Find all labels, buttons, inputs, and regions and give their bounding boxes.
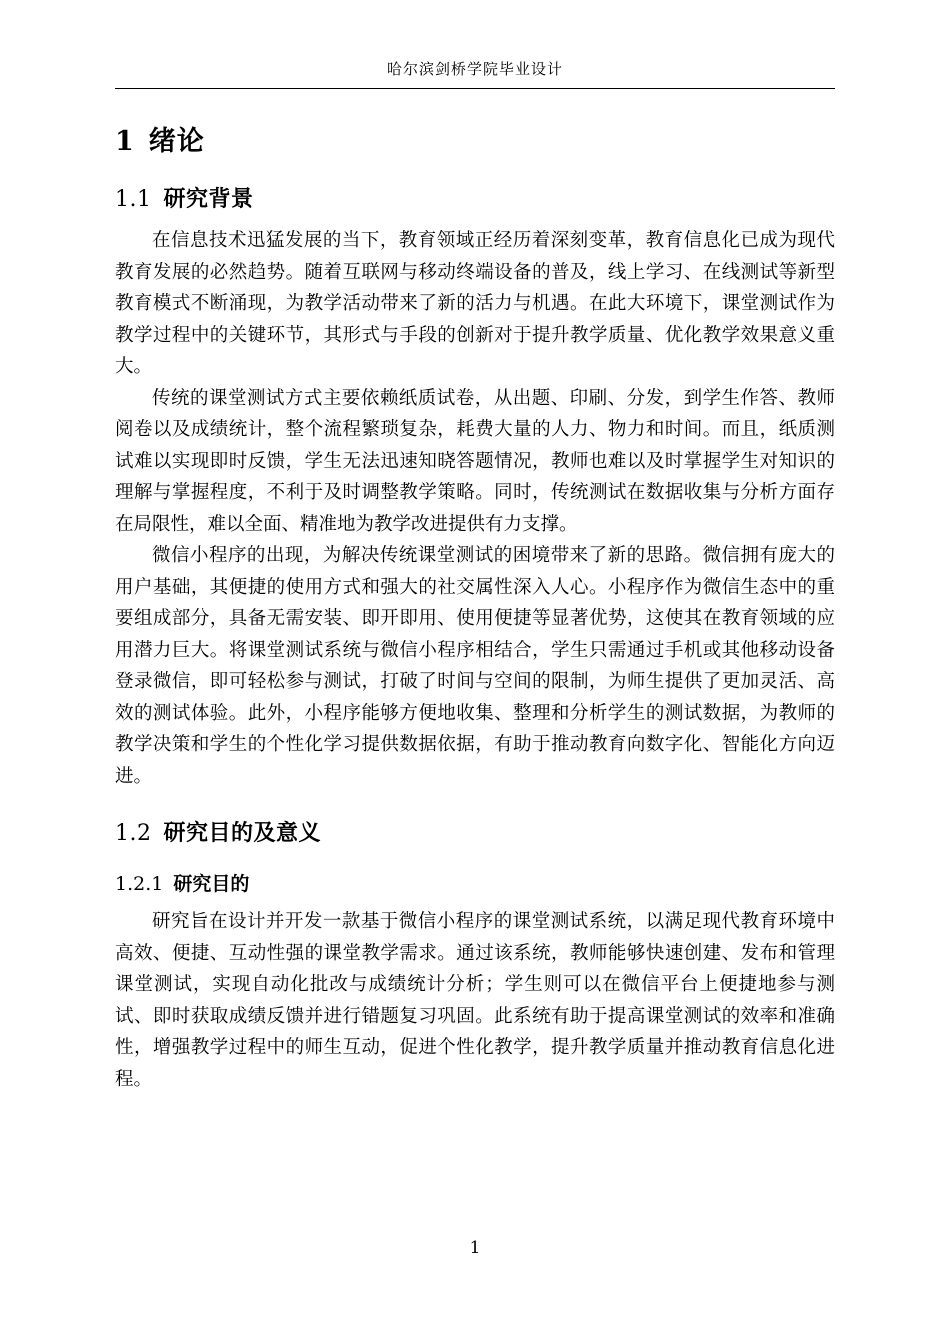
- section-title: 研究目的及意义: [163, 821, 322, 846]
- body-paragraph: 传统的课堂测试方式主要依赖纸质试卷，从出题、印刷、分发，到学生作答、教师阅卷以及成绩统计，整个流程繁琐复杂，耗费大量的人力、物力和时间。而且，纸质测试难以实现即时反馈，学生无法迅速知晓答题情况，教师也难以及时掌握学生对知识的理解与掌握程度，不利于及时调整教学策略。同时，传统测试在数据收集与分析方面存在局限性，难以全面、精准地为教学改进提供有力支撑。: [115, 387, 835, 535]
- section-title: 研究背景: [163, 187, 254, 212]
- body-paragraph: 研究旨在设计并开发一款基于微信小程序的课堂测试系统，以满足现代教育环境中高效、便捷、互动性强的课堂教学需求。通过该系统，教师能够快速创建、发布和管理课堂测试，实现自动化批改与成绩统计分析；学生则可以在微信平台上便捷地参与测试、即时获取成绩反馈并进行错题复习巩固。此系统有助于提高课堂测试的效率和准确性，增强教学过程中的师生互动，促进个性化教学，提升教学质量并推动教育信息化进程。: [115, 911, 835, 1090]
- chapter-heading: [115, 119, 835, 158]
- body-paragraph: 微信小程序的出现，为解决传统课堂测试的困境带来了新的思路。微信拥有庞大的用户基础，其便捷的使用方式和强大的社交属性深入人心。小程序作为微信生态中的重要组成部分，具备无需安装、即开即用、使用便捷等显著优势，这使其在教育领域的应用潜力巨大。将课堂测试系统与微信小程序相结合，学生只需通过手机或其他移动设备登录微信，即可轻松参与测试，打破了时间与空间的限制，为师生提供了更加灵活、高效的测试体验。此外，小程序能够方便地收集、整理和分析学生的测试数据，为教师的教学决策和学生的个性化学习提供数据依据，有助于推动教育向数字化、智能化方向迈进。: [115, 545, 835, 787]
- page-footer: [0, 1238, 950, 1258]
- page-header: [115, 58, 835, 88]
- subsection-heading-research-purpose: [115, 869, 835, 896]
- section-number: 1.2: [115, 821, 152, 846]
- subsection-number: 1.2.1: [115, 873, 164, 895]
- section-heading-research-purpose-significance: [115, 816, 835, 847]
- chapter-number: 1: [115, 126, 135, 157]
- header-divider: [115, 88, 835, 89]
- section-number: 1.1: [115, 187, 152, 212]
- chapter-title: 绪论: [148, 126, 205, 157]
- section-heading-research-background: [115, 182, 835, 213]
- subsection-title: 研究目的: [173, 873, 250, 895]
- page-number: 1: [469, 1238, 481, 1258]
- header-title: 哈尔滨剑桥学院毕业设计: [386, 60, 563, 78]
- body-paragraph: 在信息技术迅猛发展的当下，教育领域正经历着深刻变革，教育信息化已成为现代教育发展的必然趋势。随着互联网与移动终端设备的普及，线上学习、在线测试等新型教育模式不断涌现，为教学活动带来了新的活力与机遇。在此大环境下，课堂测试作为教学过程中的关键环节，其形式与手段的创新对于提升教学质量、优化教学效果意义重大。: [115, 230, 835, 377]
